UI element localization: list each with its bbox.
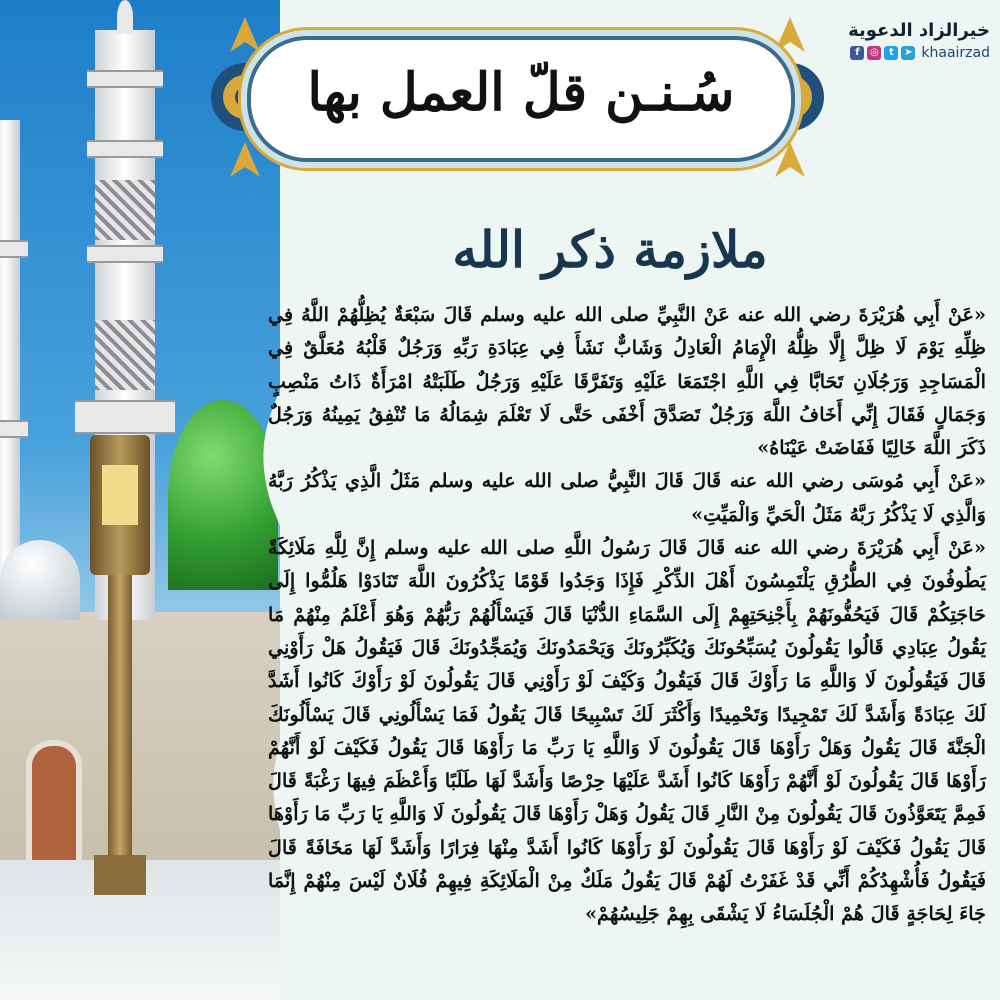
brand-handle[interactable]: khaairzad xyxy=(921,45,990,61)
white-dome xyxy=(0,540,80,620)
lamp-post xyxy=(90,395,150,895)
hadith-paragraph: «عَنْ أَبِي مُوسَى رضي الله عنه قَالَ قَالَ النَّبِيُّ صلى الله عليه وسلم مَثَلُ الَّذِي يَذْكُرُ رَبَّهُ وَالَّذِي لَا يَذْكُرُ رَبَّهُ مَثَلُ الْحَيِّ وَالْمَيِّتِ» xyxy=(268,469,986,526)
brand-block xyxy=(825,20,990,61)
header-banner xyxy=(205,8,830,183)
brand-name: خيرالزاد الدعوية xyxy=(848,20,990,41)
hadith-paragraph: «عَنْ أَبِي هُرَيْرَةَ رضي الله عنه قَالَ قَالَ رَسُولُ اللَّهِ صلى الله عليه وسلم إِنَّ لِلَّهِ مَلَائِكَةً يَطُوفُونَ فِي الطُّرُقِ يَلْتَمِسُونَ أَهْلَ الذِّكْرِ فَإِذَا وَجَدُوا قَوْمًا يَذْكُرُونَ اللَّهَ تَنَادَوْا هَلُمُّوا إِلَى حَاجَتِكُمْ قَالَ فَيَحُفُّونَهُمْ بِأَجْنِحَتِهِمْ إِلَى السَّمَاءِ الدُّنْيَا قَالَ فَيَسْأَلُهُمْ رَبُّهُمْ وَهُوَ أَعْلَمُ مِنْهُمْ مَا يَقُولُ عِبَادِي قَالُوا يَقُولُونَ يُسَبِّحُونَكَ وَيُكَبِّرُونَكَ وَيَحْمَدُونَكَ وَيُمَجِّدُونَكَ قَالَ فَيَقُولُ هَلْ رَأَوْنِي قَالَ فَيَقُولُونَ لَا وَاللَّهِ مَا رَأَوْكَ قَالَ فَيَقُولُ وَكَيْفَ لَوْ رَأَوْنِي قَالَ يَقُولُونَ لَوْ رَأَوْكَ كَانُوا أَشَدَّ لَكَ عِبَادَةً وَأَشَدَّ لَكَ تَمْجِيدًا وَتَحْمِيدًا وَأَكْثَرَ لَكَ تَسْبِيحًا قَالَ يَقُولُ فَمَا يَسْأَلُونِي قَالَ يَسْأَلُونَكَ الْجَنَّةَ قَالَ يَقُولُ وَهَلْ رَأَوْهَا قَالَ يَقُولُونَ لَا وَاللَّهِ يَا رَبِّ مَا رَأَوْهَا قَالَ يَقُولُ فَكَيْفَ لَوْ أَنَّهُمْ رَأَوْهَا قَالَ يَقُولُونَ لَوْ أَنَّهُمْ رَأَوْهَا كَانُوا أَشَدَّ عَلَيْهَا حِرْصًا وَأَشَدَّ لَهَا طَلَبًا وَأَعْظَمَ فِيهَا رَغْبَةً قَالَ فَمِمَّ يَتَعَوَّذُونَ قَالَ يَقُولُونَ مِنْ النَّارِ قَالَ يَقُولُ وَهَلْ رَأَوْهَا قَالَ يَقُولُونَ لَا وَاللَّهِ يَا رَبِّ مَا رَأَوْهَا قَالَ يَقُولُ فَكَيْفَ لَوْ رَأَوْهَا قَالَ يَقُولُونَ لَوْ رَأَوْهَا كَانُوا أَشَدَّ مِنْهَا فِرَارًا وَأَشَدَّ لَهَا مَخَافَةً قَالَ فَيَقُولُ فَأُشْهِدُكُمْ أَنِّي قَدْ غَفَرْتُ لَهُمْ قَالَ يَقُولُ مَلَكٌ مِنْ الْمَلَائِكَةِ فِيهِمْ فُلَانٌ لَيْسَ مِنْهُمْ إِنَّمَا جَاءَ لِحَاجَةٍ قَالَ هُمْ الْجُلَسَاءُ لَا يَشْقَى بِهِمْ جَلِيسُهُمْ» xyxy=(268,536,986,926)
facebook-icon[interactable]: f xyxy=(850,46,864,60)
mosque-door-arch xyxy=(26,740,82,872)
telegram-icon[interactable]: ➤ xyxy=(901,46,915,60)
page-title: سُـنـن قلّ العمل بها xyxy=(307,62,735,123)
minaret-left xyxy=(0,120,20,620)
twitter-icon[interactable]: t xyxy=(884,46,898,60)
section-title: ملازمة ذكر الله xyxy=(452,220,768,279)
hadith-paragraph: «عَنْ أَبِي هُرَيْرَةَ رضي الله عنه عَنْ النَّبِيِّ صلى الله عليه وسلم قَالَ سَبْعَةٌ يُظِلُّهُمْ اللَّهُ فِي ظِلِّهِ يَوْمَ لَا ظِلَّ إِلَّا ظِلُّهُ الْإِمَامُ الْعَادِلُ وَشَابٌّ نَشَأَ فِي عِبَادَةِ رَبِّهِ وَرَجُلٌ قَلْبُهُ مُعَلَّقٌ فِي الْمَسَاجِدِ وَرَجُلَانِ تَحَابَّا فِي اللَّهِ اجْتَمَعَا عَلَيْهِ وَتَفَرَّقَا عَلَيْهِ وَرَجُلٌ طَلَبَتْهُ امْرَأَةٌ ذَاتُ مَنْصِبٍ وَجَمَالٍ فَقَالَ إِنِّي أَخَافُ اللَّهَ وَرَجُلٌ تَصَدَّقَ أَخْفَى حَتَّى لَا تَعْلَمَ شِمَالُهُ مَا تُنْفِقُ يَمِينُهُ وَرَجُلٌ ذَكَرَ اللَّهَ خَالِيًا فَفَاضَتْ عَيْنَاهُ» xyxy=(268,303,986,460)
social-row xyxy=(825,45,990,61)
instagram-icon[interactable]: ◎ xyxy=(867,46,881,60)
hadith-text-block xyxy=(268,298,986,988)
title-plaque xyxy=(247,36,795,162)
